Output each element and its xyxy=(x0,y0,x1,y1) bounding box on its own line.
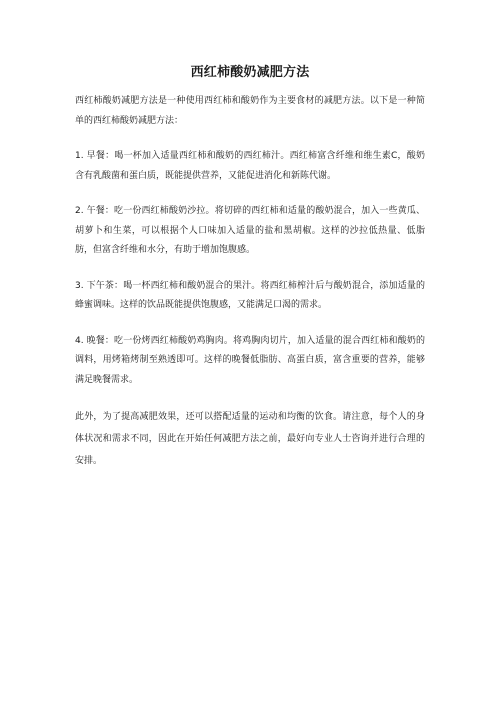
spacer xyxy=(75,186,425,202)
spacer xyxy=(75,390,425,406)
step-paragraph-4: 4. 晚餐：吃一份烤西红柿酸奶鸡胸肉。将鸡胸肉切片，加入适量的混合西红柿和酸奶的调料，用烤箱烤制至熟透即可。这样的晚餐低脂肪、高蛋白质，富含重要的营养，能够满足晚餐需求。 xyxy=(75,335,425,385)
spacer xyxy=(75,316,425,332)
step-paragraph-2: 2. 午餐：吃一份西红柿酸奶沙拉。将切碎的西红柿和适量的酸奶混合，加入一些黄瓜、胡萝卜和生菜，可以根据个人口味加入适量的盐和黑胡椒。这样的沙拉低热量、低脂肪，但富含纤维和水分，有助于增加饱腹感。 xyxy=(75,206,425,255)
document-title: 西红柿酸奶减肥方法 xyxy=(190,65,310,80)
step-paragraph-3: 3. 下午茶：喝一杯西红柿和酸奶混合的果汁。将西红柿榨汁后与酸奶混合，添加适量的蜂蜜调味。这样的饮品既能提供饱腹感，又能满足口渴的需求。 xyxy=(75,280,425,310)
spacer xyxy=(75,261,425,277)
conclusion-paragraph: 此外，为了提高减肥效果，还可以搭配适量的运动和均衡的饮食。请注意，每个人的身体状况和需求不同，因此在开始任何减肥方法之前，最好向专业人士咨询并进行合理的安排。 xyxy=(75,412,425,466)
spacer xyxy=(75,131,425,147)
step-paragraph-1: 1. 早餐：喝一杯加入适量西红柿和酸奶的西红柿汁。西红柿富含纤维和维生素C，酸奶含有乳酸菌和蛋白质，既能提供营养，又能促进消化和新陈代谢。 xyxy=(75,151,425,181)
intro-paragraph: 西红柿酸奶减肥方法是一种使用西红柿和酸奶作为主要食材的减肥方法。以下是一种简单的西红柿酸奶减肥方法： xyxy=(75,96,425,126)
